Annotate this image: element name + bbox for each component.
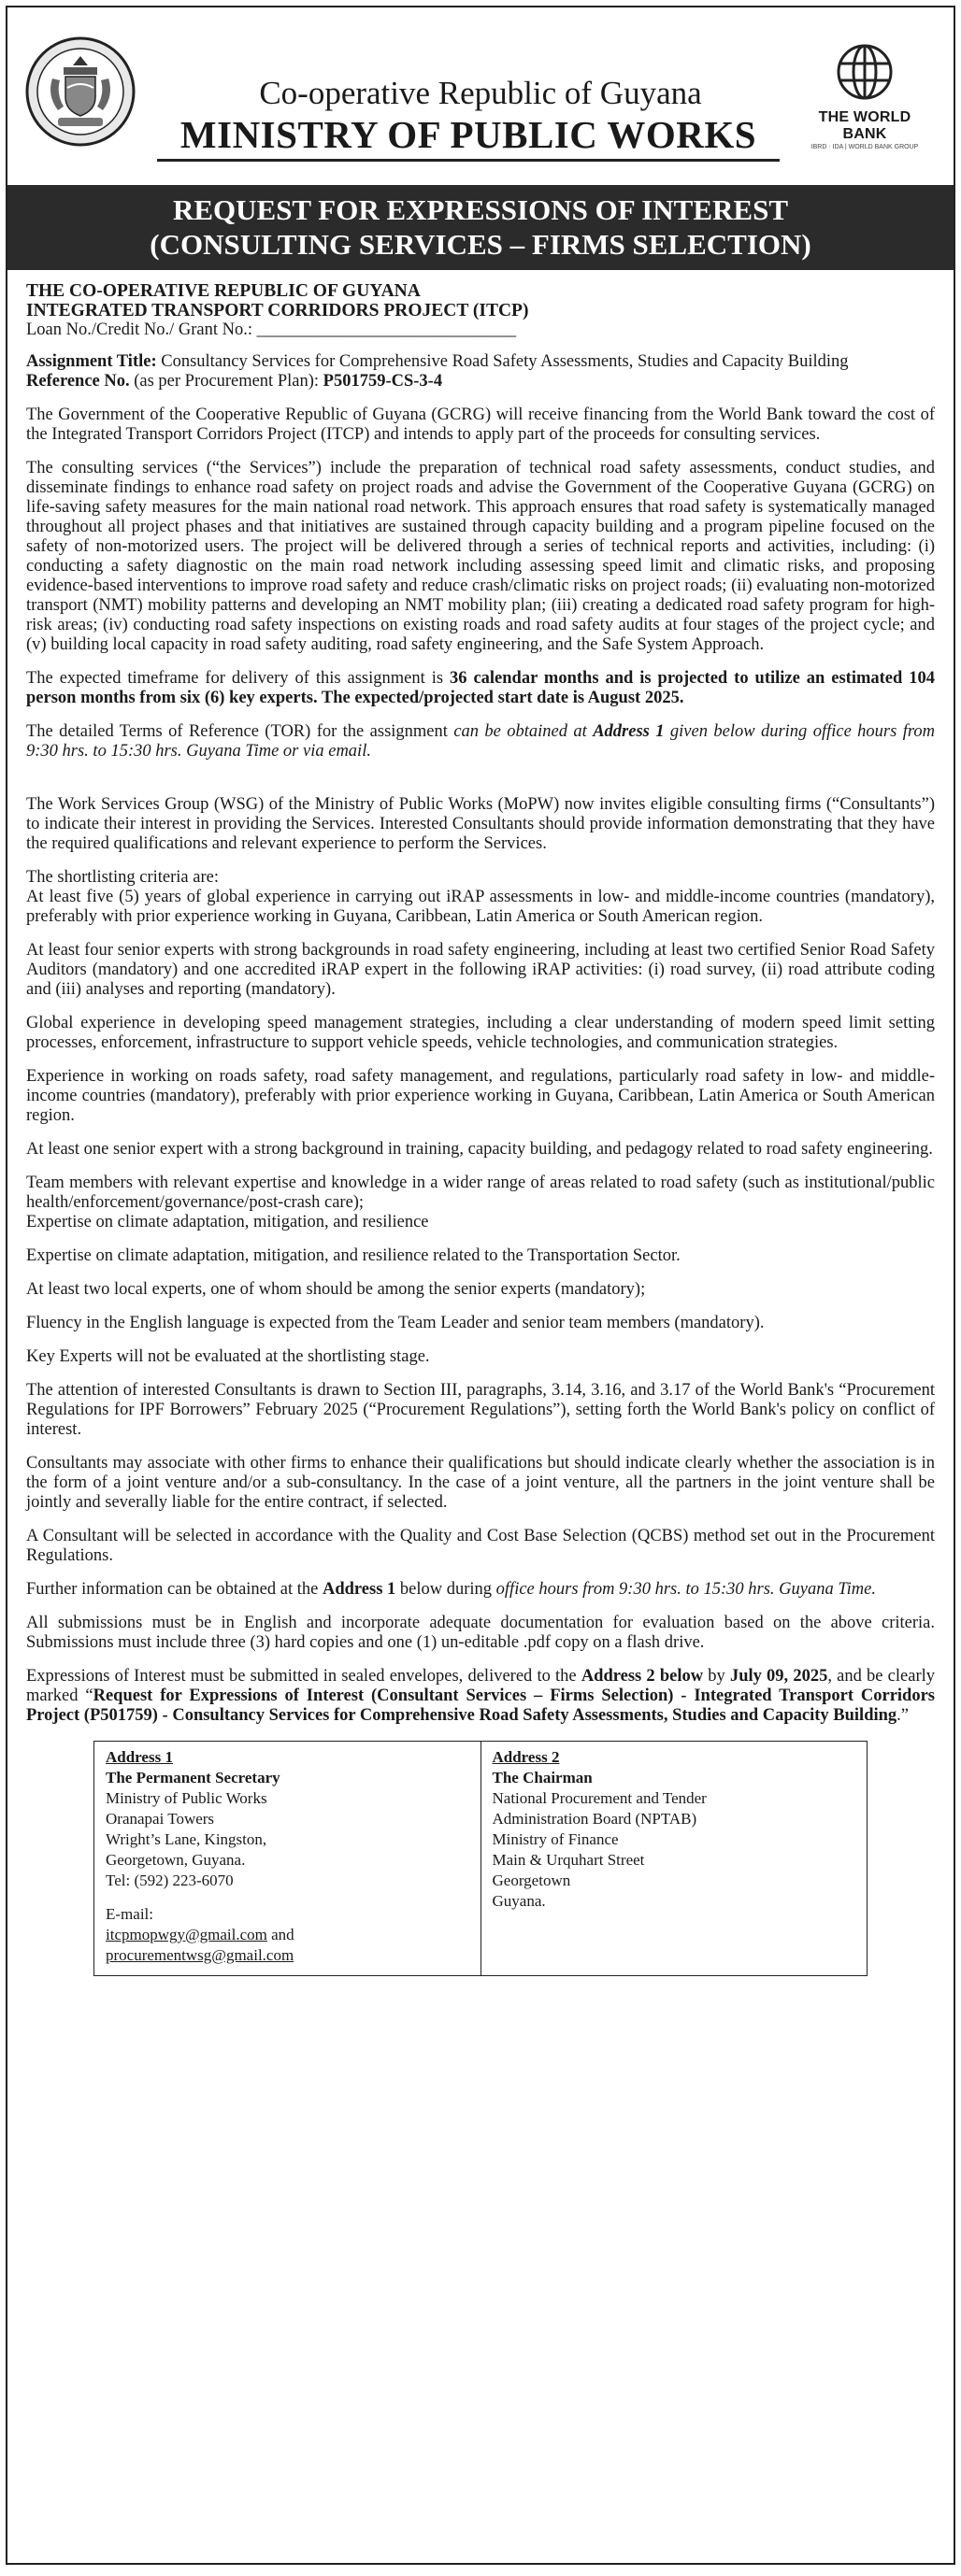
address-2-line: Ministry of Finance: [492, 1830, 619, 1848]
world-bank-name: THE WORLD BANK: [818, 109, 911, 142]
address-2-line: Guyana.: [492, 1892, 546, 1910]
email-link-itcp[interactable]: itcpmopwgy@gmail.com: [106, 1926, 267, 1943]
paragraph-criteria-2: At least four senior experts with strong backgrounds in road safety engineering, including at least two certified Senior Road Safety Auditors (mandatory) and one accredited iRAP expert in the following iRAP activities: (i) road survey, (ii) road attribute coding and (iii) analyses and reporting (mandatory).: [26, 941, 935, 999]
paragraph-criteria-4: Experience in working on roads safety, road safety management, and regulations, particularly road safety in low- and middle-income countries (mandatory), preferably with prior experience working in Guyana, Caribbean, Latin America or South American region.: [26, 1067, 935, 1125]
deadline-date: July 09, 2025: [729, 1667, 828, 1686]
address-2-org: The Chairman: [492, 1769, 593, 1786]
assignment-title: Consultancy Services for Comprehensive Road Safety Assessments, Studies and Capacity Building: [156, 352, 849, 371]
address-1: [94, 1742, 480, 1975]
paragraph-selection-method: A Consultant will be selected in accordance with the Quality and Cost Base Selection (QCBS) method set out in the Procurement Regulations.: [26, 1527, 935, 1565]
address-2: [480, 1742, 868, 1975]
address-1-phone: Tel: (592) 223-6070: [106, 1872, 234, 1889]
paragraph-association: Consultants may associate with other firms to enhance their qualifications but should indicate clearly whether the association is in the form of a joint venture and/or a sub-consultancy. In the case of a joint venture, all the partners in the joint venture shall be jointly and severally liable for the entire contract, if selected.: [26, 1454, 935, 1512]
paragraph-financing: The Government of the Cooperative Republic of Guyana (GCRG) will receive financing from the World Bank toward the cost of the Integrated Transport Corridors Project (ITCP) and intends to apply part of the proceeds for consulting services.: [26, 406, 935, 444]
paragraph-conflict: The attention of interested Consultants is drawn to Section III, paragraphs, 3.14, 3.16, and 3.17 of the World Bank's “Procurement Regulations for IPF Borrowers” February 2025 (“Procurement Regulations”), setting forth the World Bank's policy on conflict of interest.: [26, 1381, 935, 1439]
criteria-title: The shortlisting criteria are:: [26, 868, 219, 887]
paragraph-timeframe: [26, 669, 935, 708]
address-1-spacer: [106, 1891, 471, 1904]
address-2-line: Georgetown: [492, 1872, 571, 1889]
paragraph-criteria-7: Expertise on climate adaptation, mitigation, and resilience related to the Transportation Sector.: [26, 1246, 681, 1265]
loan-number-line: Loan No./Credit No./ Grant No.: ______________________________: [26, 320, 517, 339]
paragraph-criteria-9: Fluency in the English language is expected from the Team Leader and senior team members (mandatory).: [26, 1314, 765, 1332]
email-and: and: [266, 1926, 294, 1943]
further-info-mid: below during: [395, 1580, 496, 1599]
deadline-text: Expressions of Interest must be submitted in sealed envelopes, delivered to the: [26, 1667, 581, 1686]
tor-text: The detailed Terms of Reference (TOR) for the assignment: [26, 722, 454, 741]
paragraph-criteria-1: [26, 868, 935, 927]
timeframe-text: The expected timeframe for delivery of this assignment is: [26, 669, 450, 688]
deadline-marked: , and be clearly marked “: [26, 1667, 936, 1705]
world-bank-subtitle: IBRD · IDA | WORLD BANK GROUP: [810, 144, 919, 150]
assignment-block: [26, 352, 935, 391]
address-2-line: National Procurement and Tender: [492, 1789, 707, 1807]
country-title: Co-operative Republic of Guyana: [259, 75, 702, 111]
email-link-procurement[interactable]: procurementwsg@gmail.com: [106, 1946, 294, 1964]
deadline-by: by: [703, 1667, 730, 1686]
address-1-line: Ministry of Public Works: [106, 1789, 267, 1807]
paragraph-submissions: All submissions must be in English and incorporate adequate documentation for evaluation based on the above criteria. Submissions must include three (3) hard copies and one (1) un-editable .pdf copy on a flash drive.: [26, 1614, 935, 1652]
project-heading: [26, 281, 935, 340]
deadline-envelope-title: Request for Expressions of Interest (Consultant Services – Firms Selection) - Integrated Transport Corridors Project (P501759) - Consultancy Services for Comprehensive Road Safety Assessments, Studies and Capacity Building: [26, 1686, 935, 1725]
address-1-line: Wright’s Lane, Kingston,: [106, 1830, 267, 1848]
address-2-title: Address 2: [492, 1748, 560, 1766]
reference-mid: (as per Procurement Plan):: [129, 372, 323, 391]
notice-page: [6, 6, 955, 2565]
banner-line-2: (CONSULTING SERVICES – FIRMS SELECTION): [150, 228, 811, 261]
address-table: [93, 1741, 868, 1976]
header: [7, 7, 954, 185]
further-info-hours: office hours from 9:30 hrs. to 15:30 hrs. Guyana Time.: [495, 1580, 876, 1599]
notice-banner: [7, 185, 954, 270]
address-1-line: Oranapai Towers: [106, 1810, 215, 1828]
reference-value: P501759-CS-3-4: [323, 372, 443, 391]
deadline-end: .”: [896, 1706, 910, 1725]
reference-label: Reference No.: [26, 372, 130, 391]
notice-body: [7, 270, 954, 1976]
paragraph-services: The consulting services (“the Services”) include the preparation of technical road safety assessments, conduct studies, and disseminate findings to enhance road safety on project roads and advise the Government of the Cooperative Guyana (GCRG) on life-saving safety measures for the main national road network. This approach ensures that road safety is systematically managed throughout all project phases and that initiatives are sustained through capacity building and a program pipeline focused on the safety of non-motorized users. The project will be delivered through a series of technical reports and activities, including: (i) conducting a safety diagnostic on the main road network including assessing speed limit and climatic risks, and proposing evidence-based interventions to improve road safety and reduce crash/climatic risks on project roads; (ii) evaluating non-motorized transport (NMT) mobility patterns and developing an NMT mobility plan; (iii) creating a dedicated road safety program for high-risk areas; (iv) conducting road safety inspections on existing roads and road safety audits at four stages of the project cycle; and (v) building local capacity in road safety auditing, road safety engineering, and the Safe System Approach.: [26, 459, 935, 654]
timeframe-bold: 36 calendar months and is projected to utilize an estimated 104 person months from six (6) key experts. The expected/projected start date is August 2025.: [26, 669, 935, 707]
email-label: E-mail:: [106, 1905, 153, 1923]
paragraph-criteria-6: [26, 1174, 935, 1232]
further-info-text: Further information can be obtained at the: [26, 1580, 323, 1599]
address-1-line: Georgetown, Guyana.: [106, 1851, 246, 1869]
address-1-org: The Permanent Secretary: [106, 1769, 280, 1786]
banner-line-1: REQUEST FOR EXPRESSIONS OF INTEREST: [172, 193, 789, 226]
paragraph-further-info: [26, 1580, 935, 1600]
deadline-address: Address 2 below: [581, 1667, 704, 1686]
tor-hours: given below during office hours from 9:30 hrs. to 15:30 hrs. Guyana Time or via email.: [26, 722, 935, 761]
criteria-irap: At least five (5) years of global experience in carrying out iRAP assessments in low- and middle-income countries (mandatory), preferably with prior experience working in Guyana, Caribbean, Latin America or South American region.: [26, 888, 935, 926]
paragraph-invitation: The Work Services Group (WSG) of the Ministry of Public Works (MoPW) now invites eligible consulting firms (“Consultants”) to indicate their interest in providing the Services. Interested Consultants should provide information demonstrating that they have the required qualifications and relevant experience to perform the Services.: [26, 795, 935, 853]
assignment-label: Assignment Title:: [26, 352, 157, 371]
criteria-team: Team members with relevant expertise and knowledge in a wider range of areas related to road safety (such as institutional/public health/enforcement/governance/post-crash care);: [26, 1174, 935, 1212]
paragraph-criteria-8: At least two local experts, one of whom should be among the senior experts (mandatory);: [26, 1280, 646, 1299]
ministry-title: MINISTRY OF PUBLIC WORKS: [157, 112, 780, 162]
further-info-address: Address 1: [322, 1580, 396, 1599]
paragraph-key-experts: Key Experts will not be evaluated at the shortlisting stage.: [26, 1347, 430, 1366]
address-2-line: Administration Board (NPTAB): [492, 1810, 697, 1828]
paragraph-tor: [26, 722, 935, 761]
address-1-title: Address 1: [106, 1748, 173, 1766]
address-2-line: Main & Urquhart Street: [492, 1851, 645, 1869]
tor-address: Address 1: [593, 722, 665, 741]
paragraph-criteria-5: At least one senior expert with a strong background in training, capacity building, and pedagogy related to road safety engineering.: [26, 1140, 933, 1159]
project-country-line: THE CO-OPERATIVE REPUBLIC OF GUYANA: [26, 281, 421, 301]
criteria-climate: Expertise on climate adaptation, mitigation, and resilience: [26, 1213, 429, 1231]
project-name-line: INTEGRATED TRANSPORT CORRIDORS PROJECT (ITCP): [26, 301, 529, 320]
tor-italic: can be obtained at: [453, 722, 594, 741]
paragraph-deadline: [26, 1667, 935, 1726]
paragraph-criteria-3: Global experience in developing speed management strategies, including a clear understanding of modern speed limit setting processes, enforcement, infrastructure to support vehicle speeds, vehicle technologies, and communication strategies.: [26, 1014, 935, 1052]
